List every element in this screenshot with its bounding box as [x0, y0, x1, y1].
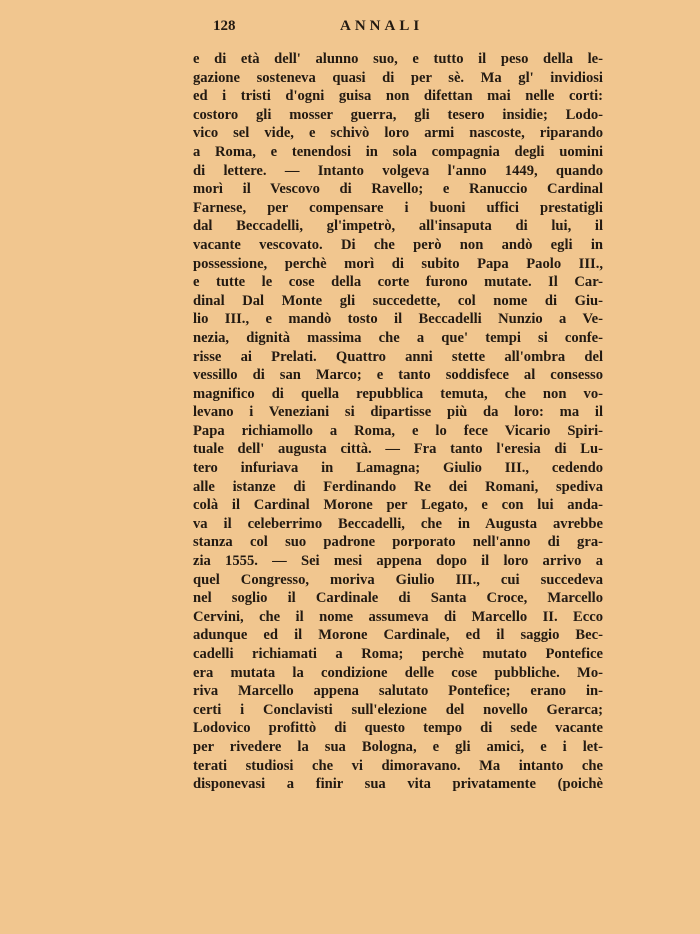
text-line: cadelli richiamati a Roma; perchè mutato Pontefice	[193, 646, 603, 662]
text-line: costoro gli mosser guerra, gli tesero insidie; Lodo-	[193, 106, 603, 123]
page-number: 128	[213, 18, 236, 34]
text-line: nel soglio il Cardinale di Santa Croce, Marcello	[193, 590, 603, 607]
text-line: adunque ed il Morone Cardinale, ed il saggio Bec-	[193, 627, 603, 644]
text-line: possessione, perchè morì di subito Papa Paolo III.,	[193, 255, 603, 272]
text-line: alle istanze di Ferdinando Re dei Romani, spediva	[193, 478, 603, 495]
text-line: ed i tristi d'ogni guisa non difettan mai nelle corti:	[193, 88, 603, 105]
text-line: a Roma, e tenendosi in sola compagnia degli uomini	[193, 143, 603, 160]
text-line: per rivedere la sua Bologna, e gli amici, e i let-	[193, 738, 603, 755]
text-line: lio III., e mandò tosto il Beccadelli Nunzio a Ve-	[193, 311, 603, 328]
text-line: tero infuriava in Lamagna; Giulio III., cedendo	[193, 460, 603, 477]
running-head: ANNALI	[340, 18, 424, 34]
text-line: vessillo di san Marco; e tanto soddisfece al consesso	[193, 367, 603, 384]
text-line: di lettere. — Intanto volgeva l'anno 1449, quando	[193, 162, 603, 179]
text-line: Farnese, per compensare i buoni uffici prestatigli	[193, 199, 603, 216]
text-line: levano i Veneziani si dipartisse più da loro: ma il	[193, 404, 603, 421]
text-line: terati studiosi che vi dimoravano. Ma intanto che	[193, 757, 603, 774]
text-line: e di età dell' alunno suo, e tutto il peso della le-	[193, 51, 603, 67]
text-line: vacante vescovato. Di che però non andò egli in	[193, 236, 603, 253]
text-line: Lodovico profittò di questo tempo di sede vacante	[193, 720, 603, 737]
text-line: tuale dell' augusta città. — Fra tanto l'eresia di Lu-	[193, 441, 603, 458]
text-line: Cervini, che il nome assumeva di Marcello II. Ecco	[193, 608, 603, 625]
text-line: colà il Cardinal Morone per Legato, e con lui anda-	[193, 497, 603, 514]
text-line: risse ai Prelati. Quattro anni stette all'ombra del	[193, 348, 603, 365]
text-line: riva Marcello appena salutato Pontefice; erano in-	[193, 683, 603, 700]
body-text	[193, 50, 603, 794]
text-line: Papa richiamollo a Roma, e lo fece Vicario Spiri-	[193, 422, 603, 439]
text-line: va il celeberrimo Beccadelli, che in Augusta avrebbe	[193, 515, 603, 532]
page-header	[213, 18, 453, 42]
text-line: nezia, dignità massima che a que' tempi si confe-	[193, 329, 603, 346]
text-line: vico sel vide, e schivò loro armi nascoste, riparando	[193, 125, 603, 142]
text-line: gazione sosteneva quasi di per sè. Ma gl' invidiosi	[193, 69, 603, 86]
text-line: dal Beccadelli, gl'impetrò, all'insaputa di lui, il	[193, 218, 603, 235]
text-line: quel Congresso, moriva Giulio III., cui succedeva	[193, 571, 603, 588]
text-line: dinal Dal Monte gli succedette, col nome di Giu-	[193, 292, 603, 309]
text-line: morì il Vescovo di Ravello; e Ranuccio Cardinal	[193, 181, 603, 198]
text-line: magnifico di quella repubblica temuta, che non vo-	[193, 385, 603, 402]
text-line: zia 1555. — Sei mesi appena dopo il loro arrivo a	[193, 553, 603, 570]
text-line: disponevasi a finir sua vita privatamente (poichè	[193, 776, 603, 793]
text-line: certi i Conclavisti sull'elezione del novello Gerarca;	[193, 701, 603, 718]
text-line: e tutte le cose della corte furono mutate. Il Car-	[193, 274, 603, 291]
text-line: era mutata la condizione delle cose pubbliche. Mo-	[193, 664, 603, 681]
text-line: stanza col suo padrone porporato nell'anno di gra-	[193, 534, 603, 551]
